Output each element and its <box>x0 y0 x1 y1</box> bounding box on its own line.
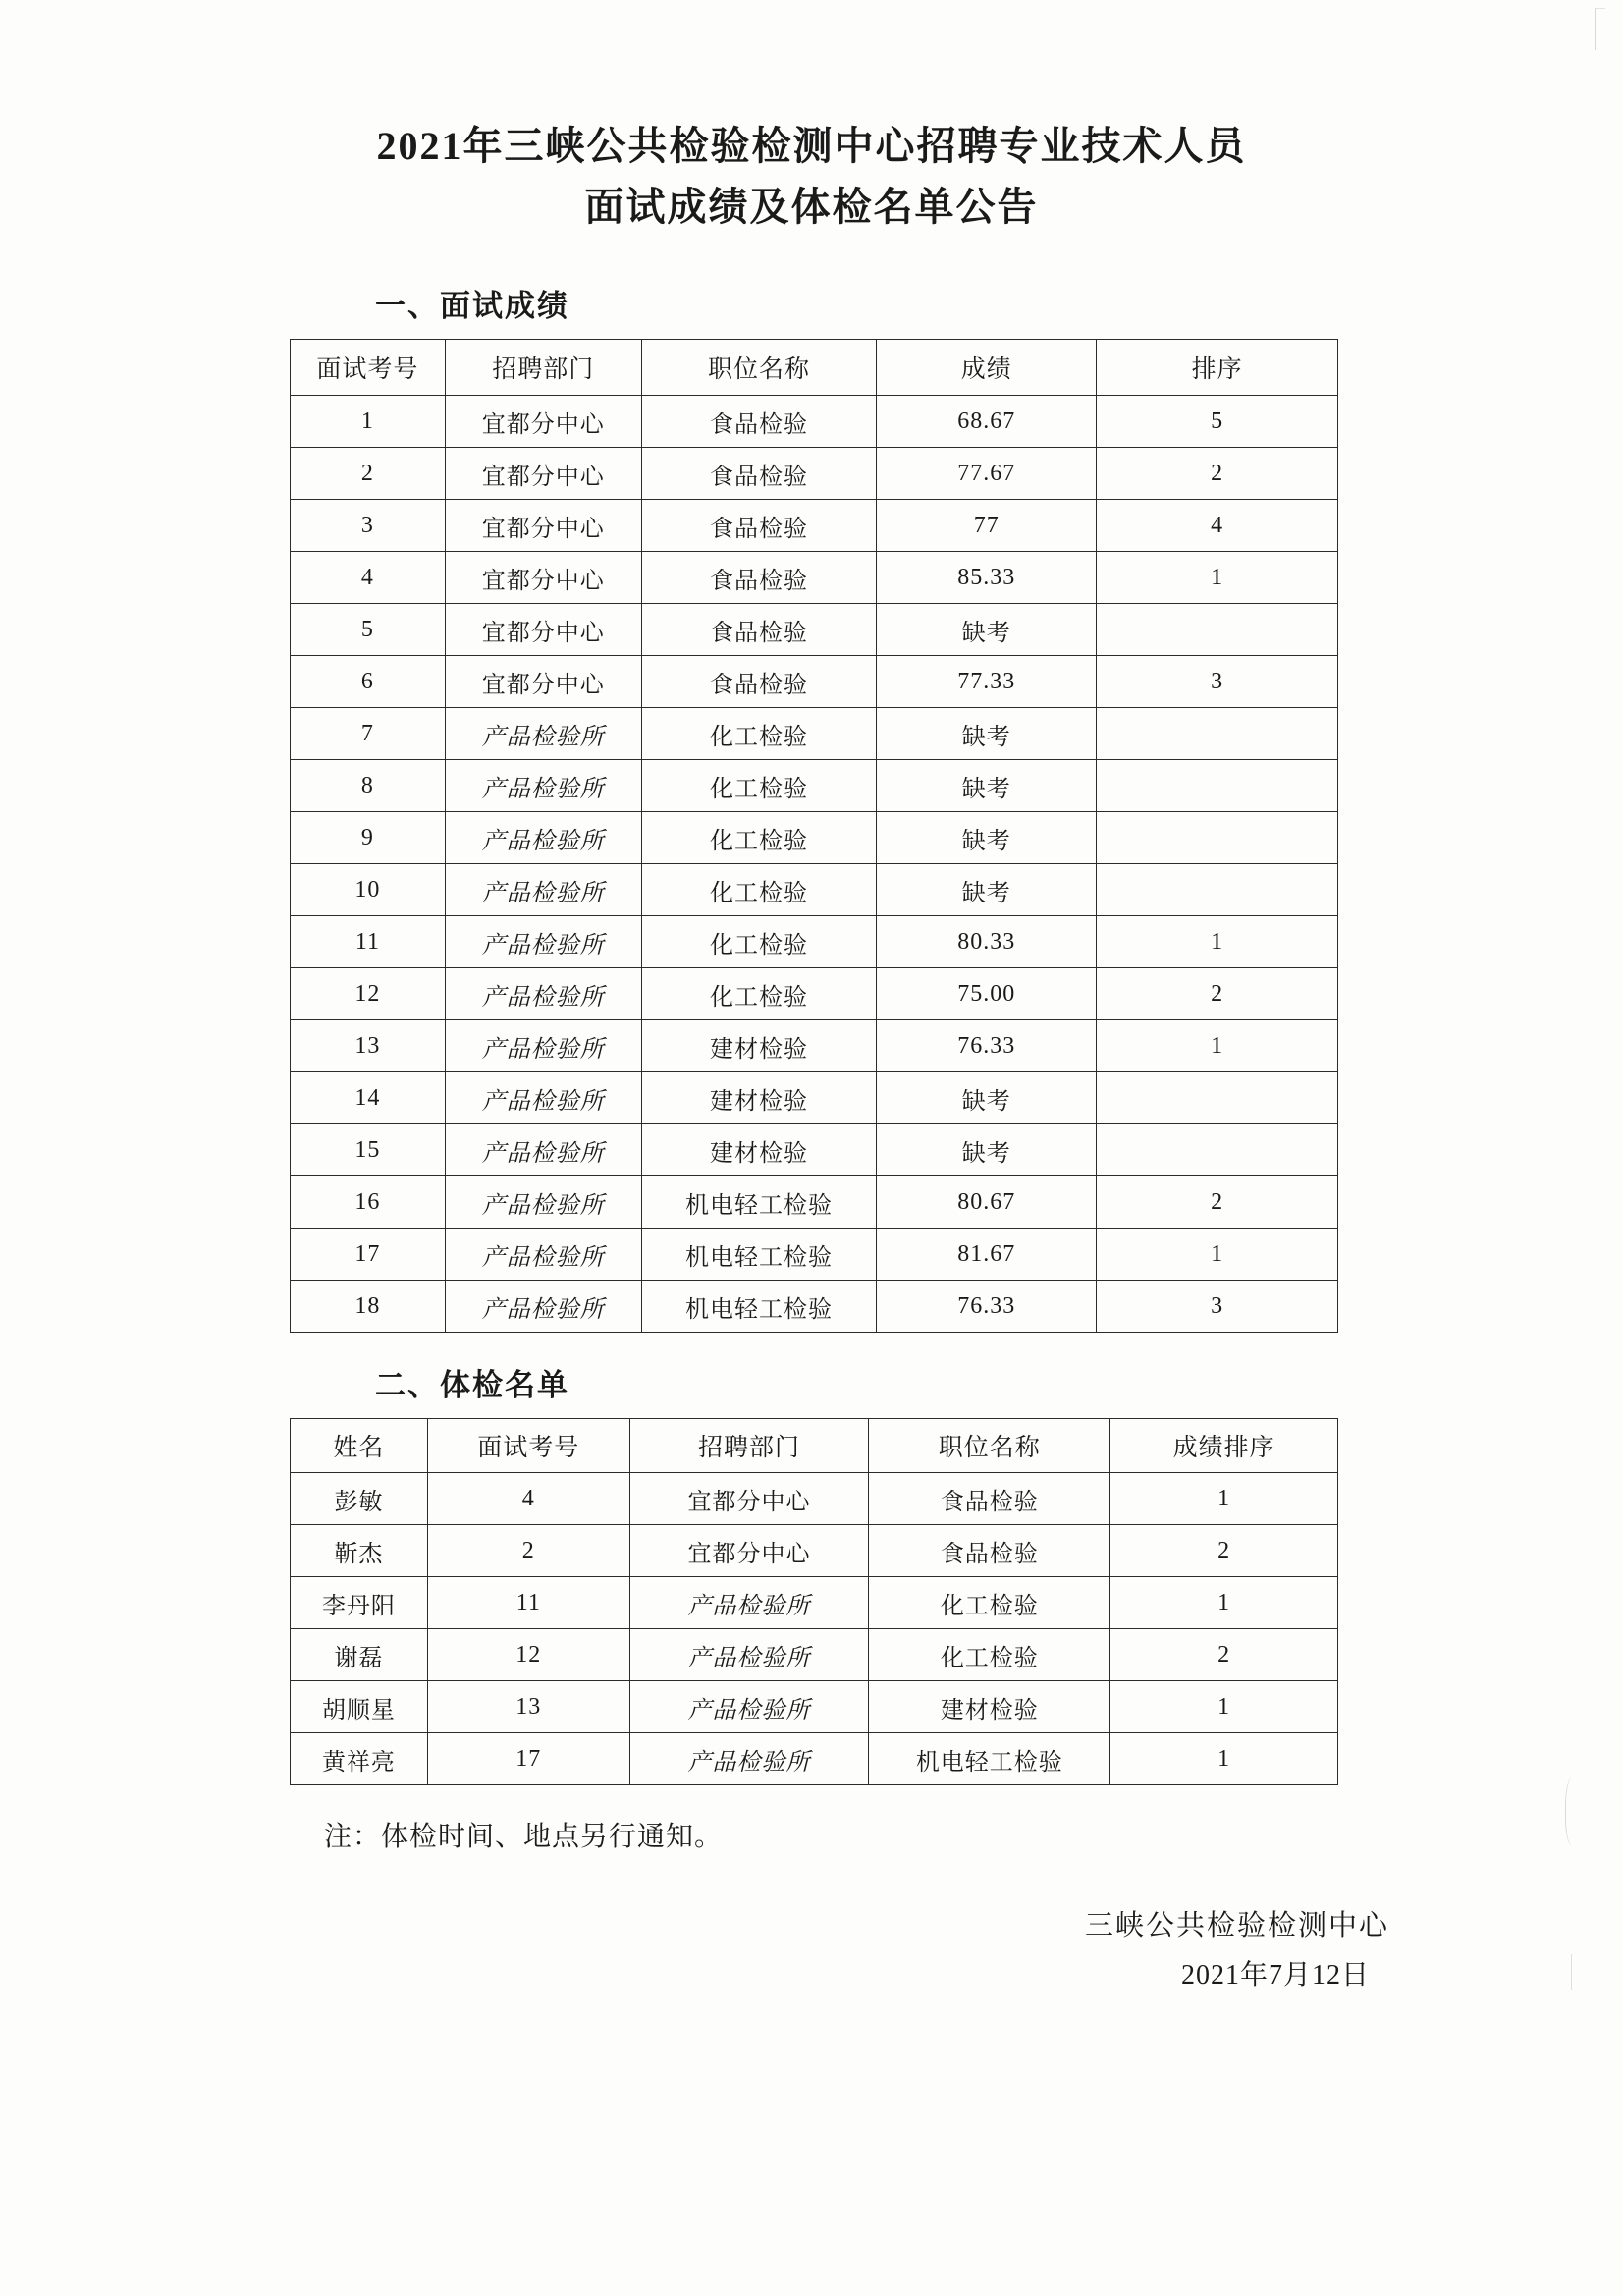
cell-score: 85.33 <box>877 552 1097 604</box>
cell-exam-number: 12 <box>427 1629 629 1681</box>
cell-rank <box>1097 708 1338 760</box>
cell-rank <box>1097 812 1338 864</box>
cell-score: 缺考 <box>877 1124 1097 1176</box>
cell-department: 宜都分中心 <box>445 396 641 448</box>
cell-position: 食品检验 <box>869 1525 1110 1577</box>
cell-name: 谢磊 <box>291 1629 428 1681</box>
cell-department: 产品检验所 <box>629 1577 869 1629</box>
cell-position: 建材检验 <box>641 1020 877 1072</box>
interview-scores-table <box>290 339 1338 1333</box>
cell-score: 缺考 <box>877 604 1097 656</box>
cell-rank <box>1097 604 1338 656</box>
table-row <box>291 1733 1338 1785</box>
cell-score: 缺考 <box>877 1072 1097 1124</box>
cell-exam-number: 12 <box>291 968 446 1020</box>
cell-department: 产品检验所 <box>445 916 641 968</box>
table-row <box>291 1072 1338 1124</box>
column-header-department: 招聘部门 <box>629 1419 869 1473</box>
cell-department: 宜都分中心 <box>445 500 641 552</box>
footer-note: 注：体检时间、地点另行通知。 <box>324 1822 724 1852</box>
cell-rank <box>1097 760 1338 812</box>
cell-exam-number: 3 <box>291 500 446 552</box>
table-row <box>291 1629 1338 1681</box>
cell-exam-number: 17 <box>427 1733 629 1785</box>
cell-position: 食品检验 <box>641 552 877 604</box>
section-heading-medical-list: 二、体检名单 <box>375 1368 569 1402</box>
cell-department: 宜都分中心 <box>629 1473 869 1525</box>
cell-exam-number: 6 <box>291 656 446 708</box>
cell-exam-number: 13 <box>291 1020 446 1072</box>
cell-department: 宜都分中心 <box>629 1525 869 1577</box>
cell-exam-number: 13 <box>427 1681 629 1733</box>
cell-department: 产品检验所 <box>445 1176 641 1229</box>
cell-exam-number: 4 <box>427 1473 629 1525</box>
cell-exam-number: 16 <box>291 1176 446 1229</box>
cell-department: 产品检验所 <box>445 1281 641 1333</box>
cell-department: 宜都分中心 <box>445 448 641 500</box>
cell-score: 缺考 <box>877 708 1097 760</box>
table-row <box>291 1124 1338 1176</box>
cell-exam-number: 7 <box>291 708 446 760</box>
table-row <box>291 1229 1338 1281</box>
cell-position: 化工检验 <box>869 1577 1110 1629</box>
cell-rank <box>1097 1124 1338 1176</box>
table-row <box>291 812 1338 864</box>
cell-rank: 2 <box>1097 448 1338 500</box>
cell-rank <box>1097 1072 1338 1124</box>
column-header-name: 姓名 <box>291 1419 428 1473</box>
cell-exam-number: 11 <box>291 916 446 968</box>
cell-department: 产品检验所 <box>445 812 641 864</box>
column-header-score-rank: 成绩排序 <box>1110 1419 1338 1473</box>
cell-rank: 2 <box>1097 1176 1338 1229</box>
cell-score-rank: 2 <box>1110 1629 1338 1681</box>
column-header-department: 招聘部门 <box>445 340 641 396</box>
cell-position: 化工检验 <box>641 916 877 968</box>
cell-exam-number: 18 <box>291 1281 446 1333</box>
cell-exam-number: 5 <box>291 604 446 656</box>
table-row <box>291 500 1338 552</box>
table-row <box>291 448 1338 500</box>
cell-position: 食品检验 <box>641 500 877 552</box>
cell-exam-number: 9 <box>291 812 446 864</box>
cell-score: 76.33 <box>877 1020 1097 1072</box>
cell-position: 机电轻工检验 <box>641 1176 877 1229</box>
cell-score: 68.67 <box>877 396 1097 448</box>
cell-score-rank: 1 <box>1110 1681 1338 1733</box>
title-line-2: 面试成绩及体检名单公告 <box>584 185 1039 229</box>
cell-exam-number: 14 <box>291 1072 446 1124</box>
column-header-rank: 排序 <box>1097 340 1338 396</box>
page-title <box>0 116 1623 238</box>
cell-exam-number: 2 <box>291 448 446 500</box>
cell-name: 彭敏 <box>291 1473 428 1525</box>
signature-organization: 三峡公共检验检测中心 <box>1084 1910 1389 1941</box>
title-line-1: 2021年三峡公共检验检测中心招聘专业技术人员 <box>376 124 1247 168</box>
cell-rank: 4 <box>1097 500 1338 552</box>
cell-score-rank: 1 <box>1110 1577 1338 1629</box>
cell-name: 李丹阳 <box>291 1577 428 1629</box>
table-row <box>291 552 1338 604</box>
cell-position: 食品检验 <box>869 1473 1110 1525</box>
cell-exam-number: 2 <box>427 1525 629 1577</box>
cell-rank: 1 <box>1097 552 1338 604</box>
cell-department: 宜都分中心 <box>445 604 641 656</box>
cell-position: 食品检验 <box>641 448 877 500</box>
cell-score: 81.67 <box>877 1229 1097 1281</box>
cell-position: 食品检验 <box>641 396 877 448</box>
cell-department: 产品检验所 <box>445 708 641 760</box>
cell-position: 化工检验 <box>641 760 877 812</box>
cell-position: 化工检验 <box>869 1629 1110 1681</box>
cell-score: 缺考 <box>877 760 1097 812</box>
table-row <box>291 1577 1338 1629</box>
table-row <box>291 708 1338 760</box>
cell-score-rank: 2 <box>1110 1525 1338 1577</box>
table-row <box>291 1525 1338 1577</box>
cell-exam-number: 15 <box>291 1124 446 1176</box>
cell-department: 宜都分中心 <box>445 656 641 708</box>
cell-position: 化工检验 <box>641 864 877 916</box>
table-row <box>291 396 1338 448</box>
cell-score-rank: 1 <box>1110 1473 1338 1525</box>
table-header-row <box>291 1419 1338 1473</box>
cell-rank: 1 <box>1097 916 1338 968</box>
cell-department: 产品检验所 <box>445 1020 641 1072</box>
cell-department: 产品检验所 <box>629 1733 869 1785</box>
medical-exam-list-table <box>290 1418 1338 1785</box>
table-row <box>291 760 1338 812</box>
cell-rank: 5 <box>1097 396 1338 448</box>
cell-exam-number: 10 <box>291 864 446 916</box>
cell-rank: 2 <box>1097 968 1338 1020</box>
cell-position: 建材检验 <box>641 1072 877 1124</box>
cell-score: 缺考 <box>877 864 1097 916</box>
section-heading-interview-scores: 一、面试成绩 <box>375 289 569 323</box>
cell-position: 化工检验 <box>641 968 877 1020</box>
column-header-exam-number: 面试考号 <box>291 340 446 396</box>
cell-score-rank: 1 <box>1110 1733 1338 1785</box>
cell-exam-number: 17 <box>291 1229 446 1281</box>
column-header-position: 职位名称 <box>869 1419 1110 1473</box>
table-row <box>291 1281 1338 1333</box>
cell-name: 黄祥亮 <box>291 1733 428 1785</box>
cell-position: 化工检验 <box>641 812 877 864</box>
table-row <box>291 656 1338 708</box>
cell-department: 产品检验所 <box>445 1124 641 1176</box>
cell-score: 80.67 <box>877 1176 1097 1229</box>
column-header-exam-number: 面试考号 <box>427 1419 629 1473</box>
cell-exam-number: 4 <box>291 552 446 604</box>
cell-score: 80.33 <box>877 916 1097 968</box>
cell-rank: 3 <box>1097 1281 1338 1333</box>
table-row <box>291 864 1338 916</box>
cell-department: 产品检验所 <box>629 1681 869 1733</box>
cell-exam-number: 8 <box>291 760 446 812</box>
cell-exam-number: 1 <box>291 396 446 448</box>
table-row <box>291 1473 1338 1525</box>
table-row <box>291 1681 1338 1733</box>
cell-rank <box>1097 864 1338 916</box>
cell-score: 75.00 <box>877 968 1097 1020</box>
cell-department: 产品检验所 <box>445 760 641 812</box>
cell-department: 宜都分中心 <box>445 552 641 604</box>
cell-position: 机电轻工检验 <box>641 1281 877 1333</box>
cell-department: 产品检验所 <box>445 864 641 916</box>
table-row <box>291 1176 1338 1229</box>
cell-rank: 3 <box>1097 656 1338 708</box>
table-header-row <box>291 340 1338 396</box>
cell-department: 产品检验所 <box>445 1229 641 1281</box>
cell-name: 胡顺星 <box>291 1681 428 1733</box>
cell-score: 缺考 <box>877 812 1097 864</box>
cell-position: 建材检验 <box>869 1681 1110 1733</box>
cell-score: 77.33 <box>877 656 1097 708</box>
cell-score: 77 <box>877 500 1097 552</box>
column-header-position: 职位名称 <box>641 340 877 396</box>
cell-department: 产品检验所 <box>445 968 641 1020</box>
table-row <box>291 1020 1338 1072</box>
cell-rank: 1 <box>1097 1229 1338 1281</box>
table-row <box>291 604 1338 656</box>
cell-position: 建材检验 <box>641 1124 877 1176</box>
cell-department: 产品检验所 <box>445 1072 641 1124</box>
cell-exam-number: 11 <box>427 1577 629 1629</box>
cell-rank: 1 <box>1097 1020 1338 1072</box>
column-header-score: 成绩 <box>877 340 1097 396</box>
cell-score: 76.33 <box>877 1281 1097 1333</box>
table-row <box>291 916 1338 968</box>
cell-name: 靳杰 <box>291 1525 428 1577</box>
cell-position: 食品检验 <box>641 656 877 708</box>
cell-department: 产品检验所 <box>629 1629 869 1681</box>
cell-position: 化工检验 <box>641 708 877 760</box>
cell-score: 77.67 <box>877 448 1097 500</box>
cell-position: 机电轻工检验 <box>869 1733 1110 1785</box>
cell-position: 食品检验 <box>641 604 877 656</box>
cell-position: 机电轻工检验 <box>641 1229 877 1281</box>
signature-date: 2021年7月12日 <box>1180 1960 1370 1992</box>
table-row <box>291 968 1338 1020</box>
